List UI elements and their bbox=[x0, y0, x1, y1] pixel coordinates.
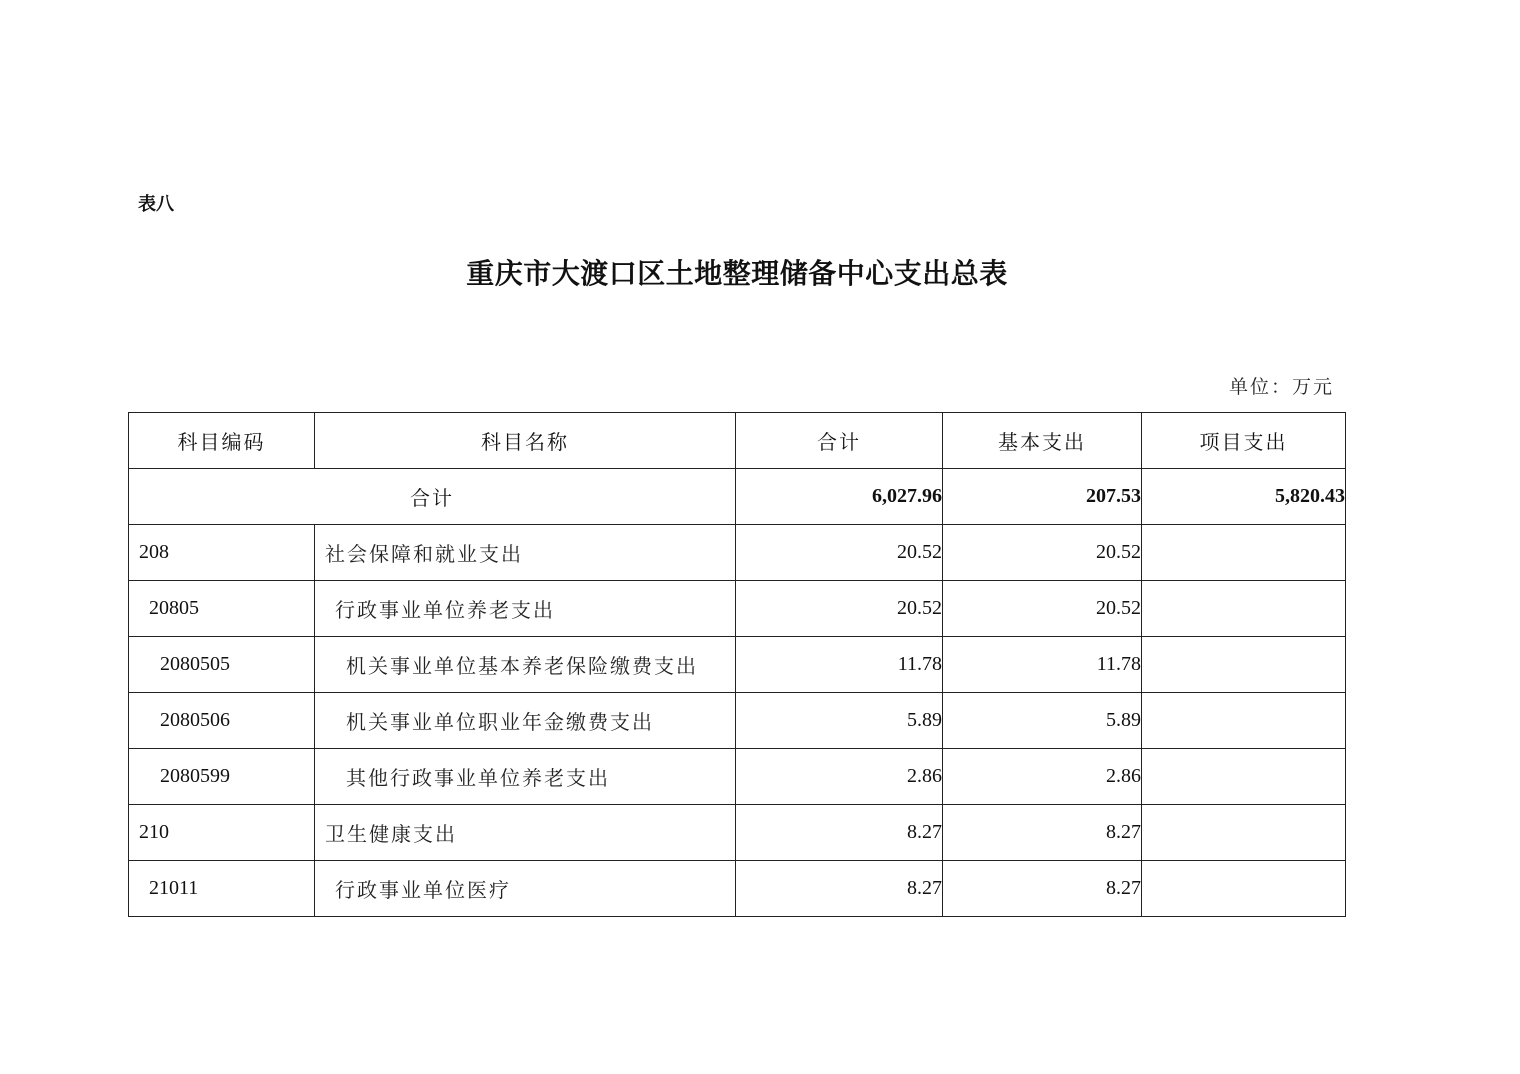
row-total: 8.27 bbox=[736, 861, 943, 917]
row-basic: 5.89 bbox=[943, 693, 1142, 749]
header-total: 合计 bbox=[736, 413, 943, 469]
table-row bbox=[129, 581, 1346, 637]
row-project bbox=[1142, 861, 1346, 917]
row-project bbox=[1142, 525, 1346, 581]
table-row bbox=[129, 749, 1346, 805]
row-total: 2.86 bbox=[736, 749, 943, 805]
row-total: 5.89 bbox=[736, 693, 943, 749]
header-subject-code: 科目编码 bbox=[129, 413, 315, 469]
subject-code: 21011 bbox=[129, 861, 315, 917]
subject-code: 2080599 bbox=[129, 749, 315, 805]
total-label: 合计 bbox=[129, 469, 736, 525]
row-project bbox=[1142, 637, 1346, 693]
total-amount: 6,027.96 bbox=[736, 469, 943, 525]
row-total: 20.52 bbox=[736, 581, 943, 637]
table-row bbox=[129, 861, 1346, 917]
table-header-row bbox=[129, 413, 1346, 469]
row-basic: 8.27 bbox=[943, 805, 1142, 861]
row-project bbox=[1142, 581, 1346, 637]
subject-name: 社会保障和就业支出 bbox=[315, 525, 736, 581]
row-project bbox=[1142, 693, 1346, 749]
table-row bbox=[129, 525, 1346, 581]
row-total: 11.78 bbox=[736, 637, 943, 693]
header-subject-name: 科目名称 bbox=[315, 413, 736, 469]
subject-code: 208 bbox=[129, 525, 315, 581]
subject-code: 2080506 bbox=[129, 693, 315, 749]
table-row bbox=[129, 637, 1346, 693]
subject-name: 机关事业单位职业年金缴费支出 bbox=[315, 693, 736, 749]
subject-name: 行政事业单位医疗 bbox=[315, 861, 736, 917]
page-title: 重庆市大渡口区土地整理储备中心支出总表 bbox=[466, 257, 1008, 290]
row-basic: 2.86 bbox=[943, 749, 1142, 805]
table-row bbox=[129, 693, 1346, 749]
unit-note: 单位：万元 bbox=[1228, 376, 1334, 398]
header-basic-expenditure: 基本支出 bbox=[943, 413, 1142, 469]
total-row bbox=[129, 469, 1346, 525]
table-row bbox=[129, 805, 1346, 861]
subject-name: 机关事业单位基本养老保险缴费支出 bbox=[315, 637, 736, 693]
subject-code: 2080505 bbox=[129, 637, 315, 693]
total-project: 5,820.43 bbox=[1142, 469, 1346, 525]
expenditure-table bbox=[128, 412, 1346, 917]
total-basic: 207.53 bbox=[943, 469, 1142, 525]
row-project bbox=[1142, 749, 1346, 805]
row-project bbox=[1142, 805, 1346, 861]
row-basic: 20.52 bbox=[943, 525, 1142, 581]
subject-name: 行政事业单位养老支出 bbox=[315, 581, 736, 637]
row-basic: 8.27 bbox=[943, 861, 1142, 917]
table-label: 表八 bbox=[138, 194, 174, 215]
row-total: 20.52 bbox=[736, 525, 943, 581]
subject-code: 210 bbox=[129, 805, 315, 861]
subject-name: 其他行政事业单位养老支出 bbox=[315, 749, 736, 805]
header-project-expenditure: 项目支出 bbox=[1142, 413, 1346, 469]
row-basic: 20.52 bbox=[943, 581, 1142, 637]
subject-name: 卫生健康支出 bbox=[315, 805, 736, 861]
row-basic: 11.78 bbox=[943, 637, 1142, 693]
row-total: 8.27 bbox=[736, 805, 943, 861]
subject-code: 20805 bbox=[129, 581, 315, 637]
